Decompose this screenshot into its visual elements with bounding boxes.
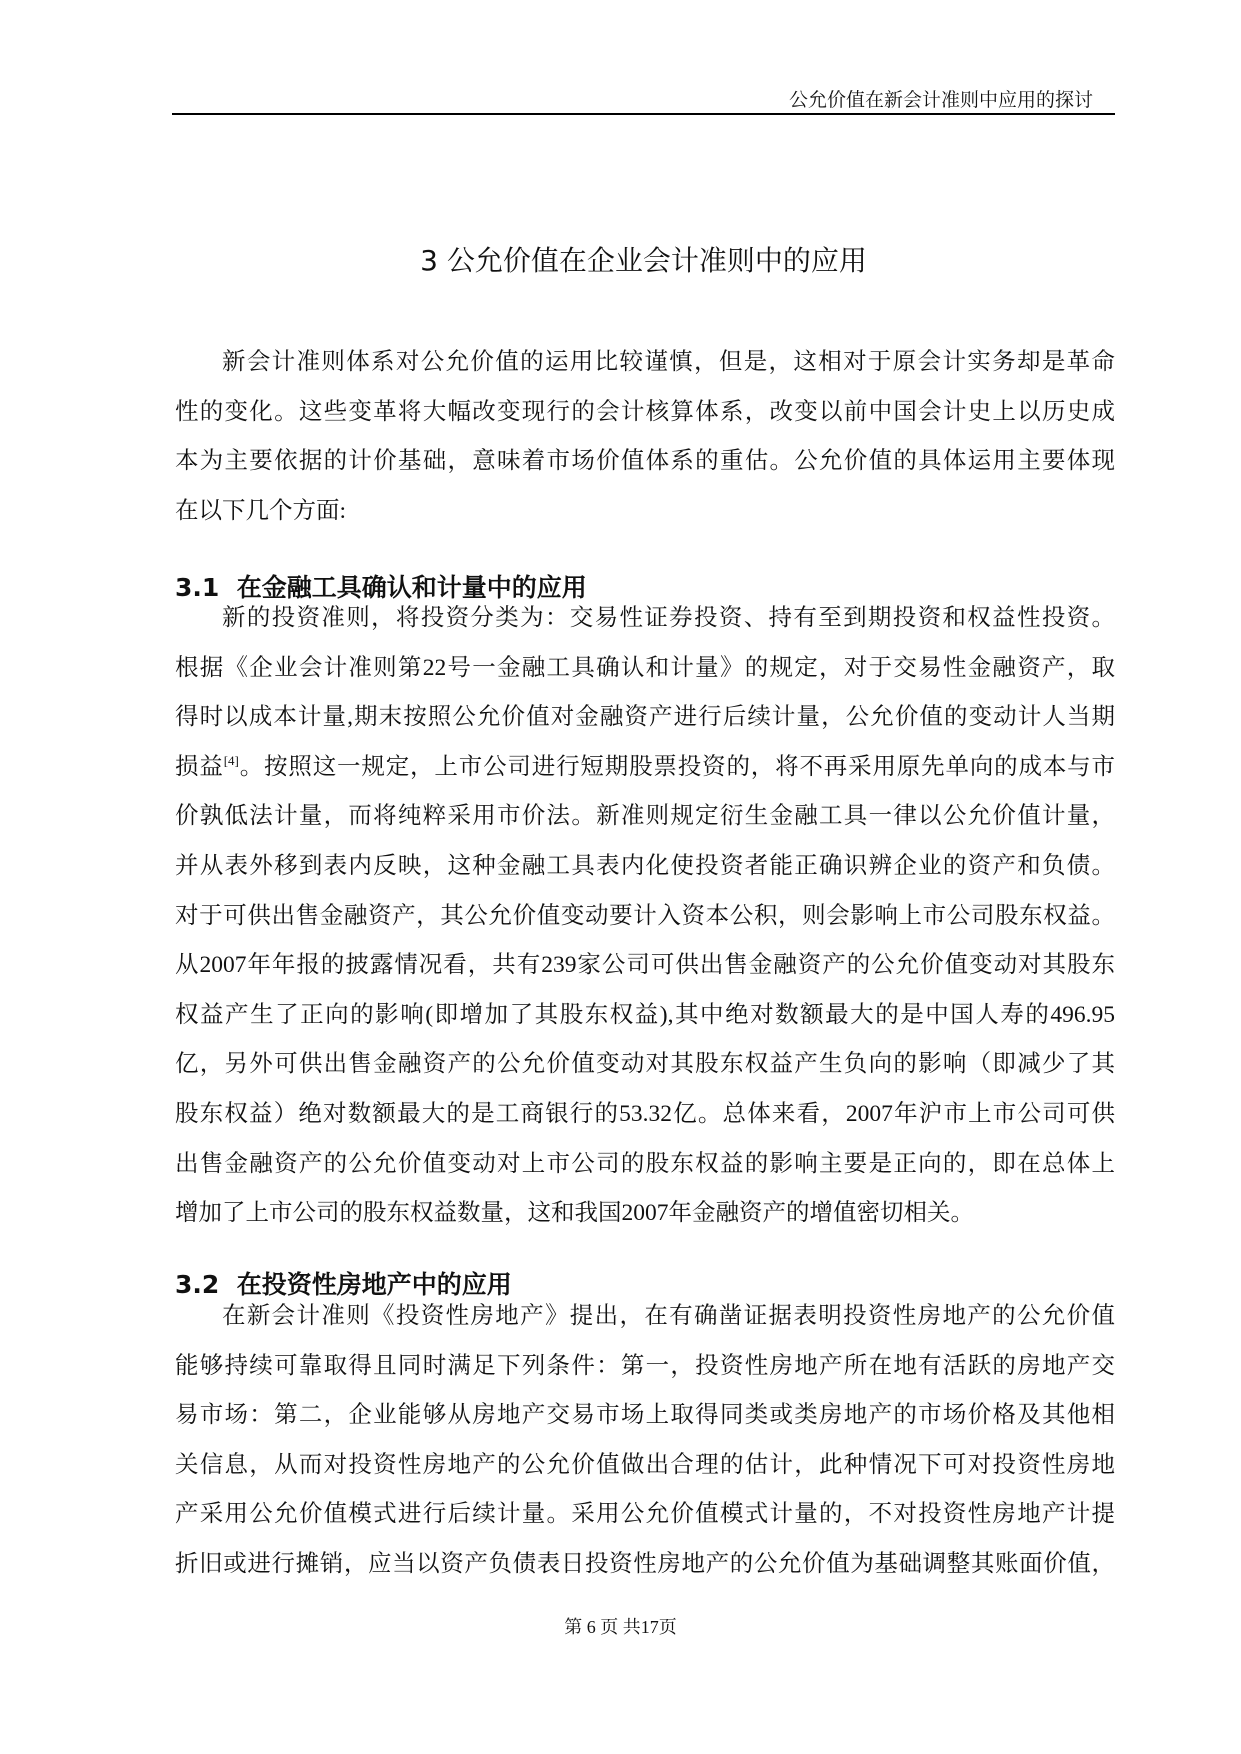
paragraph-line: 亿，另外可供出售金融资产的公允价值变动对其股东权益产生负向的影响（即减少了其 (175, 1051, 1115, 1078)
paragraph-line: 性的变化。这些变革将大幅改变现行的会计核算体系，改变以前中国会计史上以历史成 (175, 398, 1115, 425)
chapter-title: 3 公允价值在企业会计准则中的应用 (420, 243, 867, 277)
section-paragraph (175, 594, 1115, 1239)
paragraph-line: 折旧或进行摊销，应当以资产负债表日投资性房地产的公允价值为基础调整其账面价值， (175, 1550, 1115, 1577)
page-footer: 第 6 页 共17页 (564, 1617, 677, 1637)
paragraph-line: 权益产生了正向的影响(即增加了其股东权益),其中绝对数额最大的是中国人寿的496.95 (175, 1001, 1115, 1028)
header-rule (172, 113, 1115, 115)
paragraph-line: 对于可供出售金融资产，其公允价值变动要计入资本公积，则会影响上市公司股东权益。 (175, 902, 1115, 929)
section-heading: 3.2 在投资性房地产中的应用 (175, 1269, 512, 1299)
citation-superscript: [4] (223, 752, 239, 768)
paragraph-line: 出售金融资产的公允价值变动对上市公司的股东权益的影响主要是正向的，即在总体上 (175, 1150, 1115, 1177)
paragraph-line: 价孰低法计量，而将纯粹采用市价法。新准则规定衍生金融工具一律以公允价值计量， (175, 803, 1115, 830)
section-heading: 3.1 在金融工具确认和计量中的应用 (175, 572, 587, 602)
paragraph-line: 得时以成本计量,期末按照公允价值对金融资产进行后续计量，公允价值的变动计人当期 (175, 704, 1115, 731)
paragraph-line: 增加了上市公司的股东权益数量，这和我国2007年金融资产的增值密切相关。 (175, 1200, 974, 1227)
paragraph-line: 易市场：第二，企业能够从房地产交易市场上取得同类或类房地产的市场价格及其他相 (175, 1402, 1115, 1429)
paragraph-line: 从2007年年报的披露情况看，共有239家公司可供出售金融资产的公允价值变动对其股东 (175, 952, 1115, 979)
paragraph-line: 在以下几个方面: (175, 497, 347, 524)
section-paragraph (175, 1292, 1115, 1590)
line-text: 。按照这一规定，上市公司进行短期股票投资的，将不再采用原先单向的成本与市 (238, 753, 1115, 780)
paragraph-line: 新的投资准则，将投资分类为：交易性证券投资、持有至到期投资和权益性投资。 (222, 605, 1115, 631)
running-header: 公允价值在新会计准则中应用的探讨 (788, 90, 1093, 111)
paragraph-line (175, 743, 1115, 793)
paragraph-line: 新会计准则体系对公允价值的运用比较谨慎，但是，这相对于原会计实务却是革命 (222, 349, 1115, 375)
paragraph-line: 能够持续可靠取得且同时满足下列条件：第一，投资性房地产所在地有活跃的房地产交 (175, 1352, 1115, 1379)
paragraph-line: 在新会计准则《投资性房地产》提出，在有确凿证据表明投资性房地产的公允价值 (222, 1303, 1115, 1329)
paragraph-line: 股东权益）绝对数额最大的是工商银行的53.32亿。总体来看，2007年沪市上市公司可供 (175, 1100, 1115, 1127)
line-text: 损益 (175, 753, 224, 780)
paragraph-line: 产采用公允价值模式进行后续计量。采用公允价值模式计量的，不对投资性房地产计提 (175, 1501, 1115, 1528)
intro-paragraph (175, 338, 1115, 536)
paragraph-line: 根据《企业会计准则第22号一金融工具确认和计量》的规定，对于交易性金融资产，取 (175, 654, 1115, 681)
paragraph-line: 关信息，从而对投资性房地产的公允价值做出合理的估计，此种情况下可对投资性房地 (175, 1451, 1115, 1478)
paragraph-line: 本为主要依据的计价基础，意味着市场价值体系的重估。公允价值的具体运用主要体现 (175, 448, 1115, 475)
paragraph-line: 并从表外移到表内反映，这种金融工具表内化使投资者能正确识辨企业的资产和负债。 (175, 852, 1115, 879)
